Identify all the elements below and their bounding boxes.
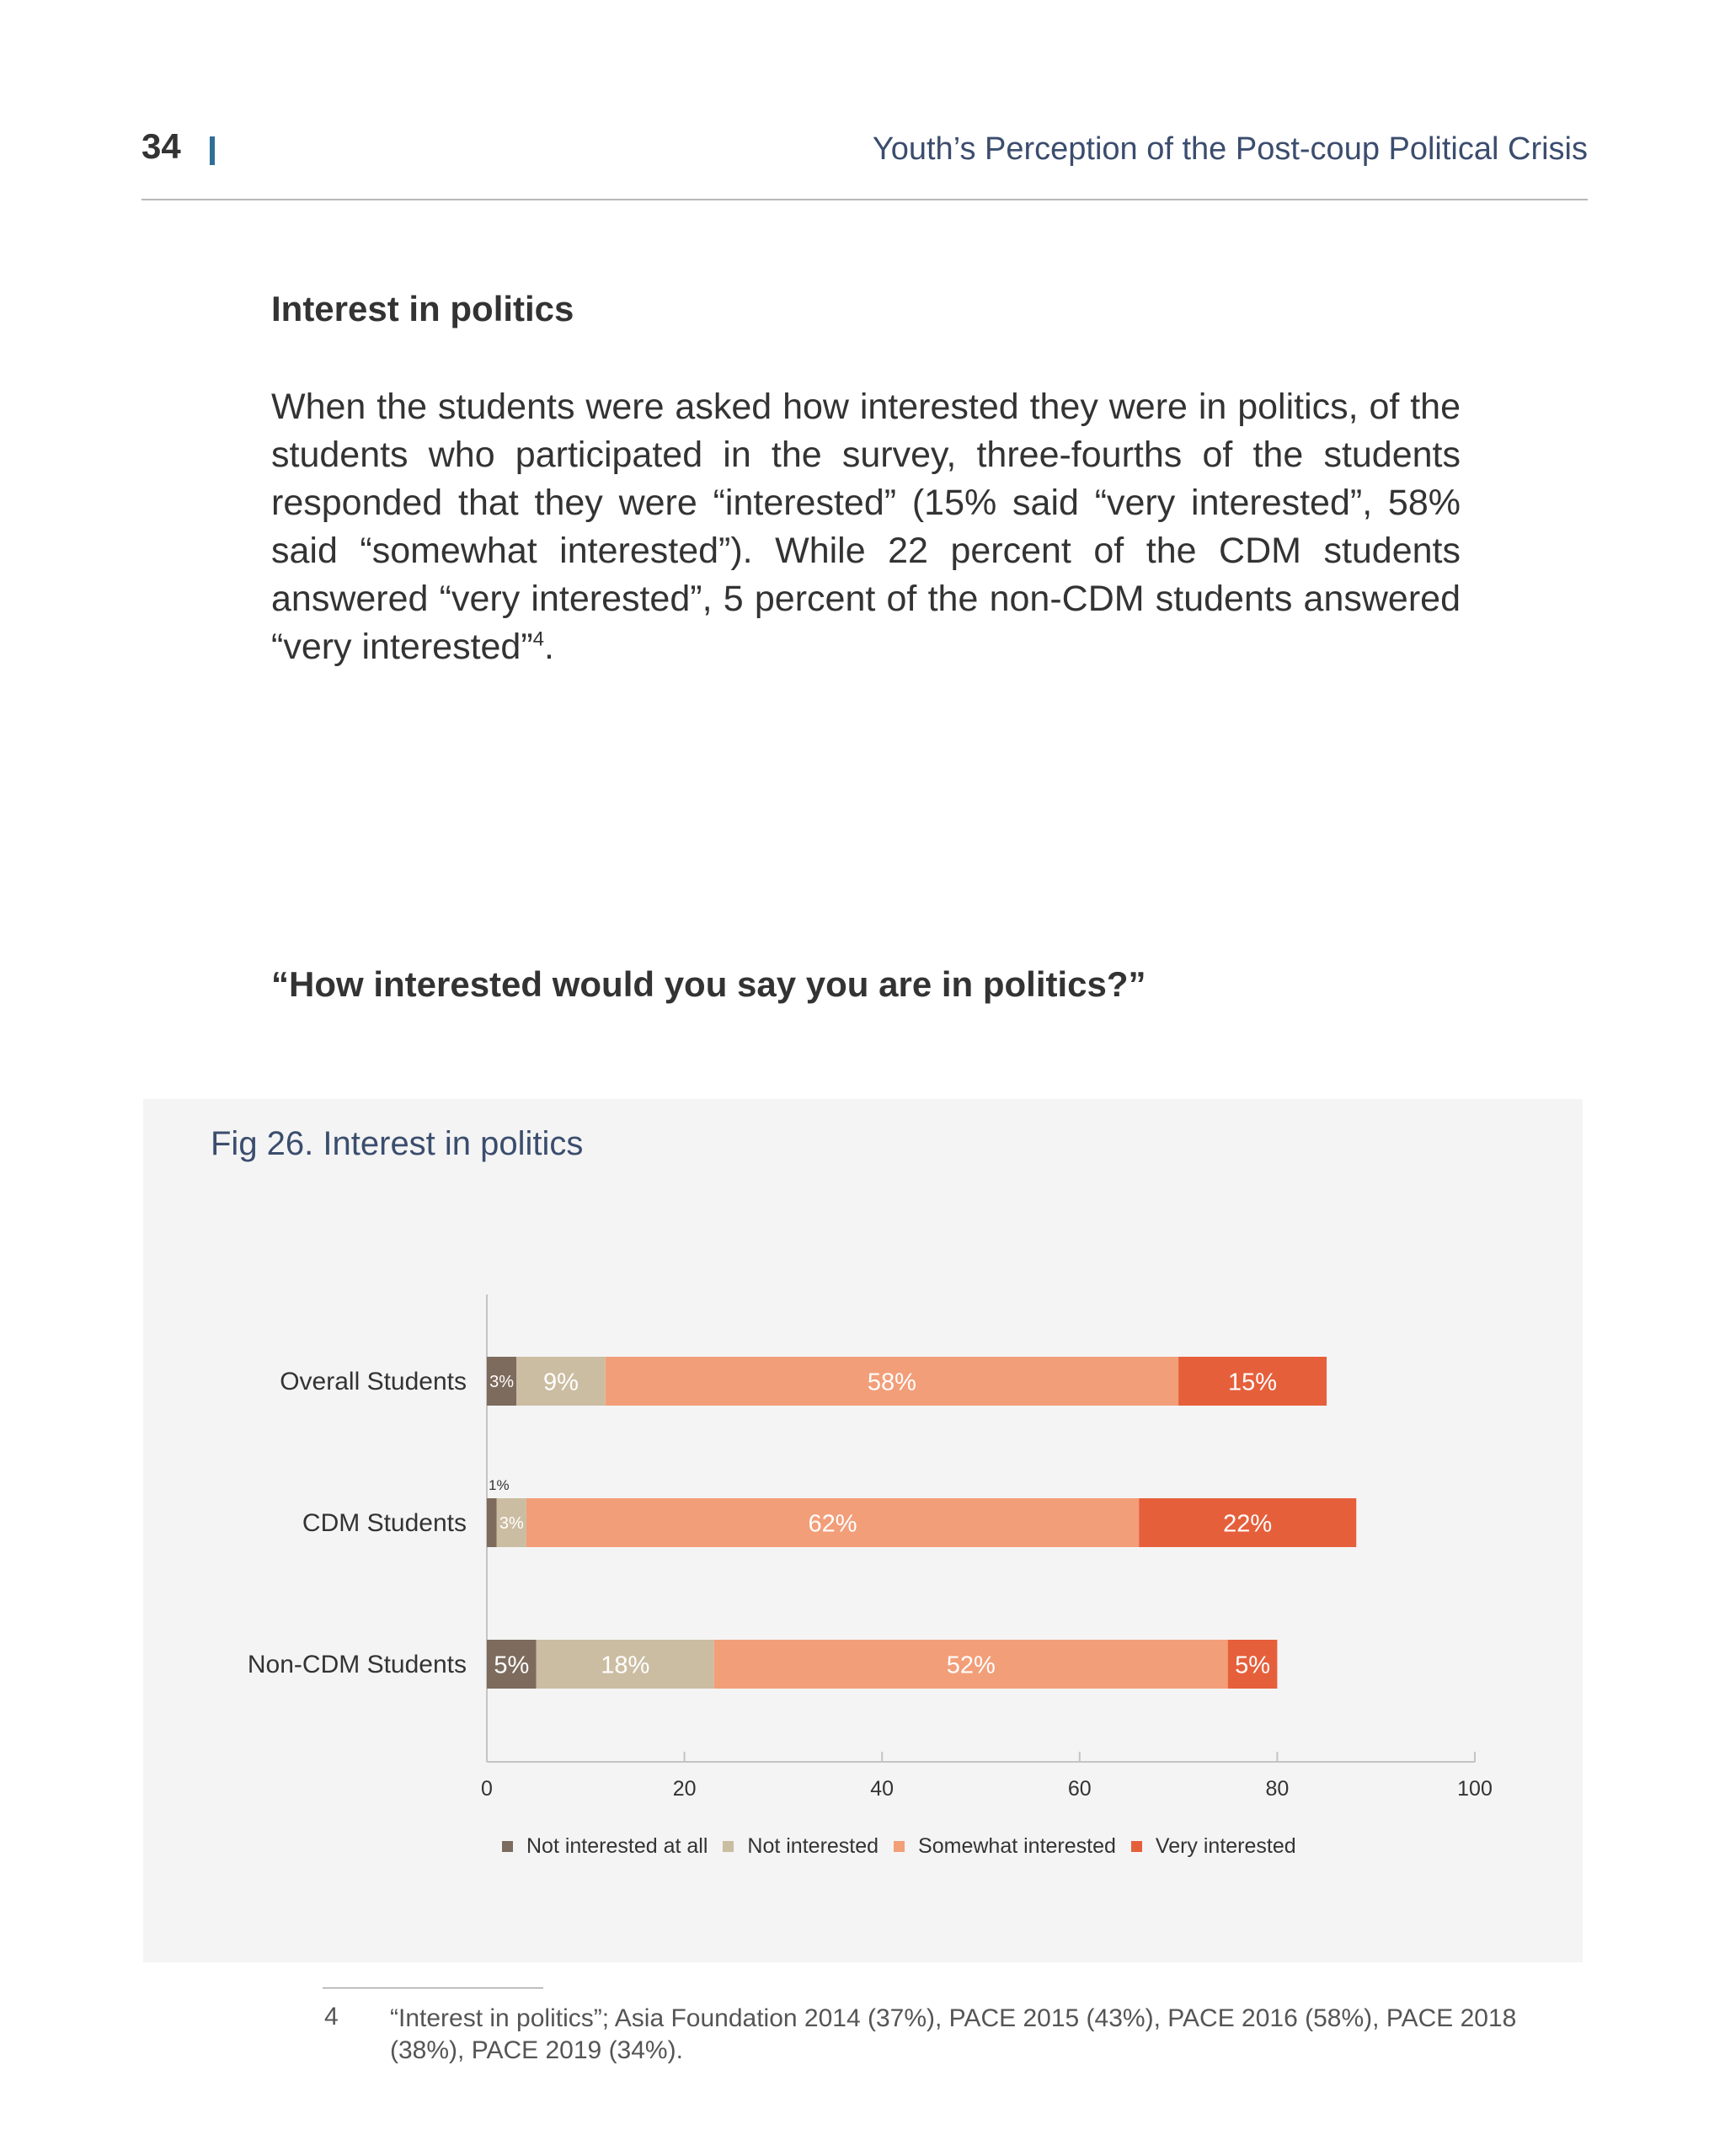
data-label: 5% <box>1235 1652 1271 1679</box>
legend-swatch <box>1131 1841 1142 1852</box>
data-label: 9% <box>543 1369 579 1396</box>
footnote-number: 4 <box>324 2003 339 2031</box>
figure-title: Fig 26. Interest in politics <box>211 1125 584 1162</box>
legend-swatch <box>723 1841 734 1852</box>
legend-label: Very interested <box>1155 1834 1296 1858</box>
survey-question: “How interested would you say you are in politics?” <box>271 964 1146 1004</box>
legend-item <box>894 1834 1116 1859</box>
section-heading: Interest in politics <box>271 289 574 328</box>
legend-label: Somewhat interested <box>918 1834 1116 1858</box>
data-label: 15% <box>1228 1369 1278 1396</box>
footnote-reference[interactable]: 4 <box>532 627 545 651</box>
data-label: 5% <box>494 1652 530 1679</box>
category-label: CDM Students <box>302 1509 467 1537</box>
data-label: 1% <box>489 1477 510 1493</box>
x-tick-label: 80 <box>1265 1777 1290 1801</box>
data-label: 18% <box>601 1652 650 1679</box>
data-label: 22% <box>1223 1510 1273 1538</box>
running-title: Youth’s Perception of the Post-coup Political Crisis <box>872 131 1588 167</box>
legend-swatch <box>894 1841 905 1852</box>
category-label: Non-CDM Students <box>247 1651 467 1678</box>
data-label: 58% <box>867 1369 916 1396</box>
body-paragraph-text: When the students were asked how interested they were in politics, of the students who participated in the survey, three-fourths of the students responded that they were “interested” (15% said “very interested”, 58% said “somewhat interested”). While 22 percent of the CDM students answered “very interested”, 5 percent of the non-CDM students answered “very interested” <box>271 387 1461 667</box>
legend-item <box>502 1834 708 1859</box>
legend-label: Not interested at all <box>526 1834 708 1858</box>
legend-swatch <box>502 1841 513 1852</box>
bar-segment <box>487 1498 497 1547</box>
data-label: 3% <box>489 1373 515 1392</box>
x-tick-label: 60 <box>1067 1777 1092 1801</box>
data-label: 52% <box>946 1652 996 1679</box>
x-tick-label: 40 <box>870 1777 895 1801</box>
page-number: 34 <box>142 126 181 166</box>
legend-item <box>723 1834 879 1859</box>
chart-legend <box>502 1834 1311 1859</box>
x-tick-label: 100 <box>1457 1777 1493 1801</box>
data-label: 3% <box>499 1514 524 1534</box>
category-label: Overall Students <box>280 1368 467 1396</box>
footnote-text: “Interest in politics”; Asia Foundation 2014 (37%), PACE 2015 (43%), PACE 2016 (58%), PACE 2018 (38%), PACE 2019 (34%). <box>390 2004 1517 2064</box>
body-paragraph-end: . <box>544 627 554 667</box>
x-tick-label: 20 <box>672 1777 697 1801</box>
legend-item <box>1131 1834 1296 1859</box>
legend-label: Not interested <box>747 1834 879 1858</box>
data-label: 62% <box>808 1510 857 1538</box>
x-tick-label: 0 <box>481 1777 493 1801</box>
